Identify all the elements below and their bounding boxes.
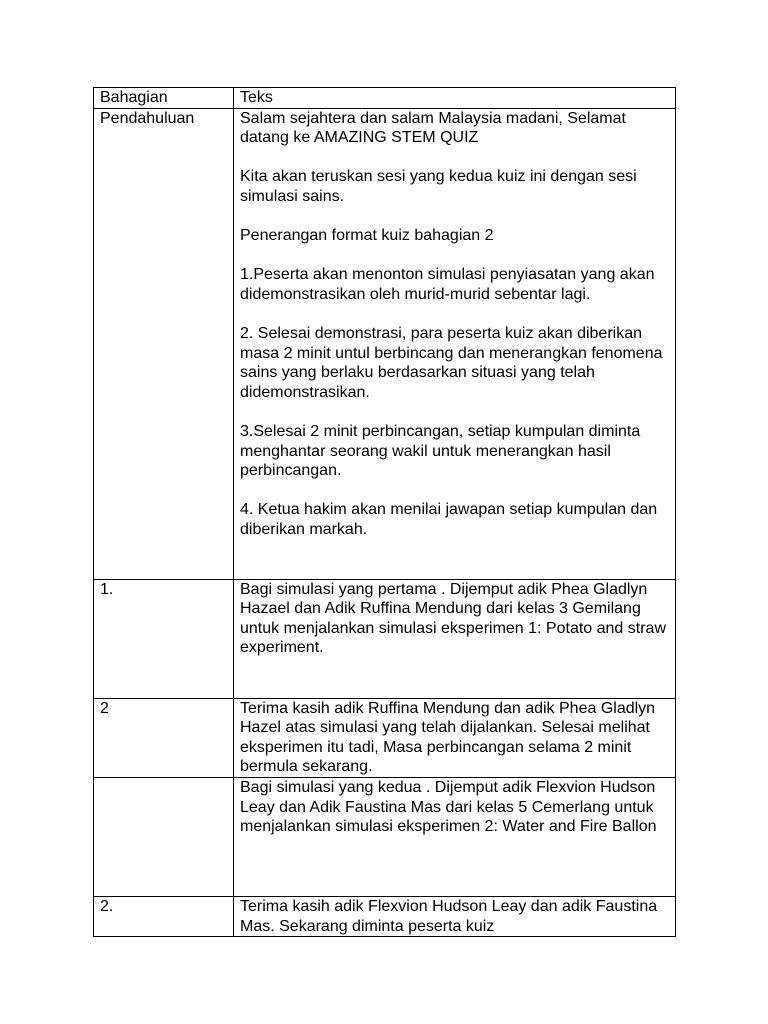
table-row — [94, 108, 676, 579]
table-row — [94, 698, 676, 777]
row-text — [234, 579, 676, 698]
paragraph: 1.Peserta akan menonton simulasi penyiasatan yang akan didemonstrasikan oleh murid-murid sebentar lagi. — [240, 266, 655, 303]
table-row — [94, 896, 676, 936]
table-row — [94, 579, 676, 698]
header-teks: Teks — [234, 88, 676, 109]
row-label — [94, 777, 234, 896]
paragraph: Terima kasih adik Ruffina Mendung dan adik Phea Gladlyn Hazel atas simulasi yang telah dijalankan. Selesai melihat eksperimen itu tadi, Masa perbincangan selama 2 minit bermula sekarang. — [240, 699, 656, 776]
row-text — [234, 777, 676, 896]
row-text — [234, 698, 676, 777]
paragraph: Salam sejahtera dan salam Malaysia madani, Selamat datang ke AMAZING STEM QUIZ — [240, 109, 626, 147]
table-header-row — [94, 88, 676, 109]
paragraph: Bagi simulasi yang pertama . Dijemput adik Phea Gladlyn Hazael dan Adik Ruffina Mendung dari kelas 3 Gemilang untuk menjalankan simulasi eksperimen 1: Potato and straw experiment. — [240, 580, 666, 657]
paragraph: 3.Selesai 2 minit perbincangan, setiap kumpulan diminta menghantar seorang wakil untuk menerangkan hasil perbincangan. — [240, 423, 641, 480]
table-row — [94, 777, 676, 896]
paragraph: Kita akan teruskan sesi yang kedua kuiz ini dengan sesi simulasi sains. — [240, 168, 637, 205]
row-label: 2 — [94, 698, 234, 777]
paragraph: Bagi simulasi yang kedua . Dijemput adik Flexvion Hudson Leay dan Adik Faustina Mas dari kelas 5 Cemerlang untuk menjalankan simulasi eksperimen 2: Water and Fire Ballon — [240, 778, 657, 836]
paragraph: 2. Selesai demonstrasi, para peserta kuiz akan diberikan masa 2 minit untul berbincang dan menerangkan fenomena sains yang berlaku berdasarkan situasi yang telah didemonstrasikan. — [240, 325, 663, 401]
row-text — [234, 108, 676, 579]
row-label: 2. — [94, 896, 234, 936]
paragraph: Terima kasih adik Flexvion Hudson Leay dan adik Faustina Mas. Sekarang diminta peserta kuiz — [240, 897, 658, 935]
row-text — [234, 896, 676, 936]
paragraph: Penerangan format kuiz bahagian 2 — [240, 227, 494, 245]
header-bahagian: Bahagian — [94, 88, 234, 109]
row-label: 1. — [94, 579, 234, 698]
row-label: Pendahuluan — [94, 108, 234, 579]
script-table — [93, 87, 676, 937]
paragraph: 4. Ketua hakim akan menilai jawapan setiap kumpulan dan diberikan markah. — [240, 501, 658, 539]
